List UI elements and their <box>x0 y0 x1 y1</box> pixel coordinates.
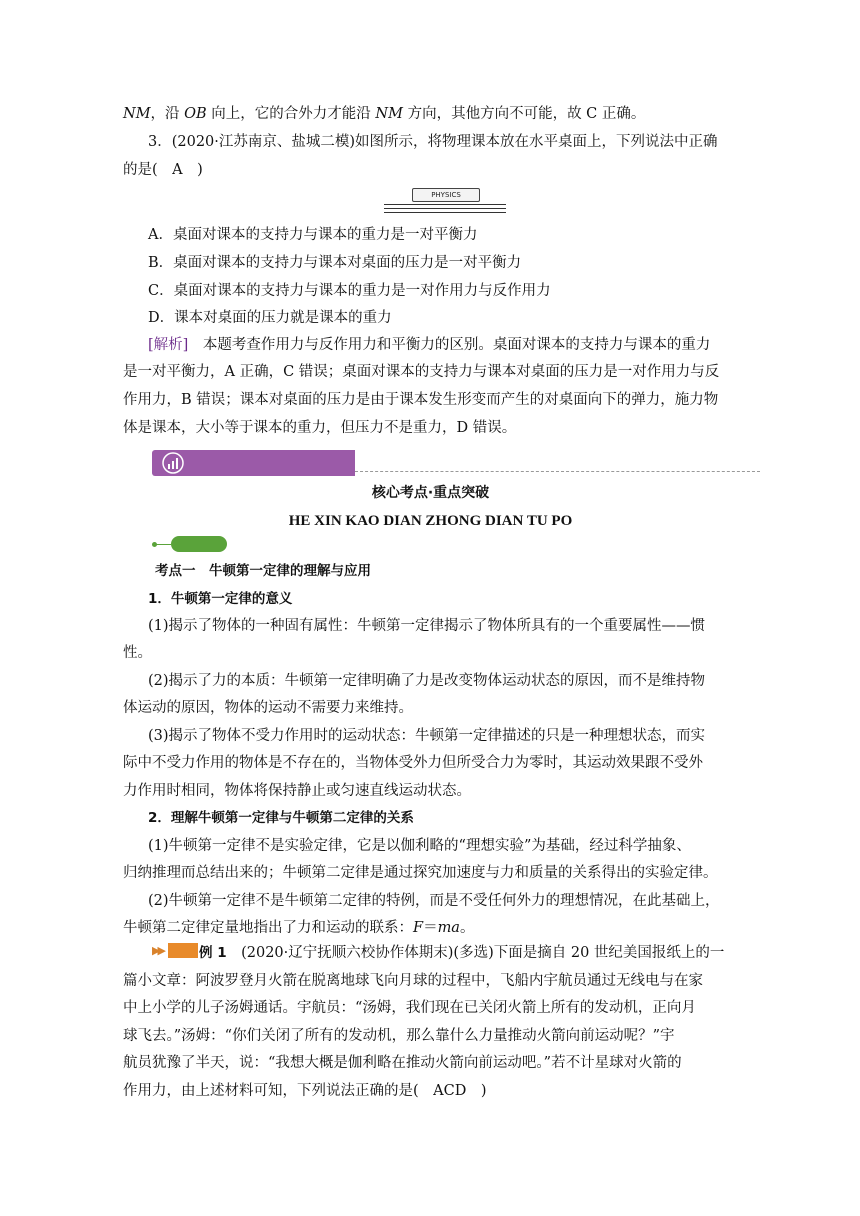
topic-pill-marker <box>171 536 227 552</box>
table-line <box>384 212 506 213</box>
bar-chart-icon <box>160 450 186 476</box>
book-page-line <box>384 204 506 205</box>
point-2-line-2: 体运动的原因，物体的运动不需要力来维持。 <box>123 700 413 716</box>
point-4-line-2: 归纳推理而总结出来的；牛顿第二定律是通过探究加速度与力和质量的关系得出的实验定律。 <box>123 865 718 881</box>
analysis-line-1: [解析] 本题考查作用力与反作用力和平衡力的区别。桌面对课本的支持力与课本的重力 <box>148 337 711 353</box>
double-arrow-icon: ▶▶ <box>152 944 163 957</box>
analysis-line-3: 作用力，B 错误；课本对桌面的压力是由于课本发生形变而产生的对桌面向下的弹力，施力物 <box>123 392 719 408</box>
question-3-stem: 3．(2020·江苏南京、盐城二模)如图所示，将物理课本放在水平桌面上，下列说法中正确 <box>148 134 718 150</box>
topic-1-title: 考点一 牛顿第一定律的理解与应用 <box>155 563 371 579</box>
point-3-line-3: 力作用时相同，物体将保持静止或匀速直线运动状态。 <box>123 783 471 799</box>
example-marker <box>168 943 198 958</box>
analysis-label: [解析] <box>148 337 189 353</box>
heading-2: 2．理解牛顿第一定律与牛顿第二定律的关系 <box>148 810 414 826</box>
section-title: 核心考点·重点突破 <box>371 485 490 501</box>
point-1-line-2: 性。 <box>123 645 152 661</box>
book-on-table-figure <box>384 188 506 216</box>
point-3-line-1: (3)揭示了物体不受力作用时的运动状态：牛顿第一定律描述的只是一种理想状态，而实 <box>148 728 706 744</box>
option-a: A．桌面对课本的支持力与课本的重力是一对平衡力 <box>148 227 478 243</box>
question-3-stem-end: 的是( A ) <box>123 162 203 178</box>
point-1-line-1: (1)揭示了物体的一种固有属性：牛顿第一定律揭示了物体所具有的一个重要属性——惯 <box>148 618 706 634</box>
analysis-line-2: 是一对平衡力，A 正确，C 错误；桌面对课本的支持力与课本对桌面的压力是一对作用力与反 <box>123 364 720 380</box>
continued-answer-line: NM，沿 OB 向上，它的合外力才能沿 NM 方向，其他方向不可能，故 C 正确。 <box>123 106 646 122</box>
point-4-line-1: (1)牛顿第一定律不是实验定律，它是以伽利略的“理想实验”为基础，经过科学抽象、 <box>148 838 691 854</box>
point-2-line-1: (2)揭示了力的本质：牛顿第一定律明确了力是改变物体运动状态的原因，而不是维持物 <box>148 673 706 689</box>
example-1-line-6: 作用力，由上述材料可知，下列说法正确的是( ACD ) <box>123 1083 487 1099</box>
analysis-line-4: 体是课本，大小等于课本的重力，但压力不是重力，D 错误。 <box>123 420 517 436</box>
example-label: 例 1 <box>199 945 227 961</box>
option-c: C．桌面对课本的支持力与课本的重力是一对作用力与反作用力 <box>148 283 551 299</box>
option-d: D．课本对桌面的压力就是课本的重力 <box>148 310 392 326</box>
option-b: B．桌面对课本的支持力与课本对桌面的压力是一对平衡力 <box>148 255 522 271</box>
heading-1: 1．牛顿第一定律的意义 <box>148 591 293 607</box>
example-1-line-5: 航员犹豫了半天，说：“我想大概是伽利略在推动火箭向前运动吧。”若不计星球对火箭的 <box>123 1055 682 1071</box>
example-1-line-2: 篇小文章：阿波罗登月火箭在脱离地球飞向月球的过程中，飞船内宇航员通过无线电与在家 <box>123 973 703 989</box>
book-page-line <box>384 208 506 209</box>
example-1-line-1: 例 1 (2020·辽宁抚顺六校协作体期末)(多选)下面是摘自 20 世纪美国报纸上的一 <box>199 945 725 961</box>
example-1-line-4: 球飞去。”汤姆：“你们关闭了所有的发动机，那么靠什么力量推动火箭向前运动呢？”宇 <box>123 1028 675 1044</box>
book-cover-label: PHYSICS <box>412 188 480 202</box>
point-5-line-2: 牛顿第二定律定量地指出了力和运动的联系：F＝ma。 <box>123 920 475 936</box>
example-1-line-3: 中上小学的儿子汤姆通话。宇航员：“汤姆，我们现在已关闭火箭上所有的发动机，正向月 <box>123 1000 696 1016</box>
pill-marker-line <box>155 544 171 545</box>
point-5-line-1: (2)牛顿第一定律不是牛顿第二定律的特例，而是不受任何外力的理想情况，在此基础上， <box>148 893 720 909</box>
section-pinyin: HE XIN KAO DIAN ZHONG DIAN TU PO <box>288 513 573 529</box>
section-divider <box>355 471 760 472</box>
point-3-line-2: 际中不受力作用的物体是不存在的，当物体受外力但所受合力为零时，其运动效果跟不受外 <box>123 755 703 771</box>
